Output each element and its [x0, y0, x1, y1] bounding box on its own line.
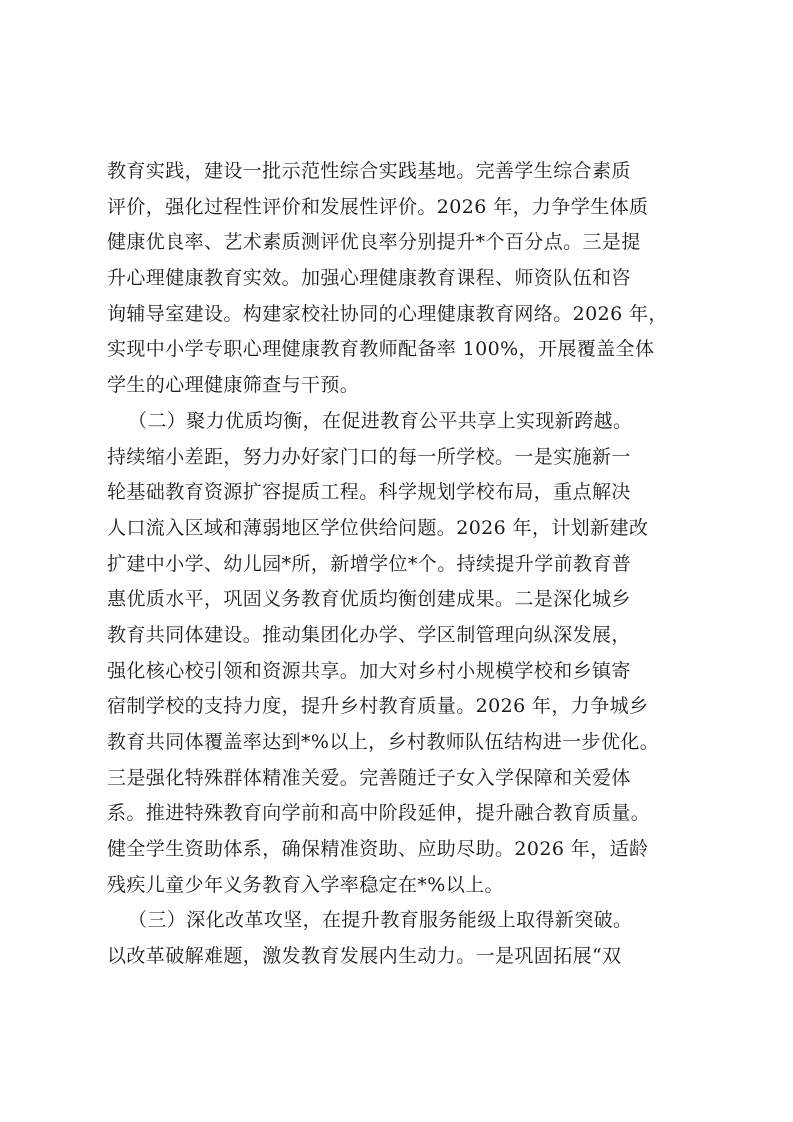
- text-line: 健康优良率、艺术素质测评优良率分别提升*个百分点。三是提: [107, 231, 641, 254]
- text-line: 持续缩小差距，努力办好家门口的每一所学校。一是实施新一: [107, 445, 631, 468]
- text-line: 强化核心校引领和资源共享。加大对乡村小规模学校和乡镇寄: [107, 659, 631, 682]
- text-line: 轮基础教育资源扩容提质工程。科学规划学校布局，重点解决: [107, 481, 631, 504]
- text-line: 惠优质水平，巩固义务教育优质均衡创建成果。二是深化城乡: [107, 588, 631, 611]
- text-line: 评价，强化过程性评价和发展性评价。2026 年，力争学生体质: [107, 195, 649, 218]
- text-line: 系。推进特殊教育向学前和高中阶段延伸，提升融合教育质量。: [107, 802, 651, 825]
- text-line: 以改革破解难题，激发教育发展内生动力。一是巩固拓展“双: [107, 945, 622, 968]
- text-line: 教育共同体建设。推动集团化办学、学区制管理向纵深发展，: [107, 623, 631, 646]
- text-line: 教育实践，建设一批示范性综合实践基地。完善学生综合素质: [107, 160, 631, 182]
- text-line: 实现中小学专职心理健康教育教师配备率 100%，开展覆盖全体: [107, 338, 655, 361]
- section-heading-3: （三）深化改革攻坚，在提升教育服务能级上取得新突破。: [128, 909, 633, 932]
- text-line: 扩建中小学、幼儿园*所，新增学位*个。持续提升学前教育普: [107, 552, 632, 575]
- text-line: 人口流入区域和薄弱地区学位供给问题。2026 年，计划新建改: [107, 516, 649, 539]
- text-line: 学生的心理健康筛查与干预。: [107, 374, 360, 397]
- text-line: 升心理健康教育实效。加强心理健康教育课程、师资队伍和咨: [107, 267, 631, 290]
- text-line: 宿制学校的支持力度，提升乡村教育质量。2026 年，力争城乡: [107, 695, 649, 718]
- text-line: 三是强化特殊群体精准关爱。完善随迁子女入学保障和关爱体: [107, 766, 631, 789]
- text-line: 教育共同体覆盖率达到*%以上，乡村教师队伍结构进一步优化。: [107, 731, 660, 753]
- text-line: 询辅导室建设。构建家校社协同的心理健康教育网络。2026 年，: [107, 302, 668, 325]
- section-heading-2: （二）聚力优质均衡，在促进教育公平共享上实现新跨越。: [128, 409, 633, 432]
- body-text: [107, 154, 687, 975]
- text-line: 健全学生资助体系，确保精准资助、应助尽助。2026 年，适龄: [107, 838, 649, 861]
- text-line: 残疾儿童少年义务教育入学率稳定在*%以上。: [107, 873, 504, 896]
